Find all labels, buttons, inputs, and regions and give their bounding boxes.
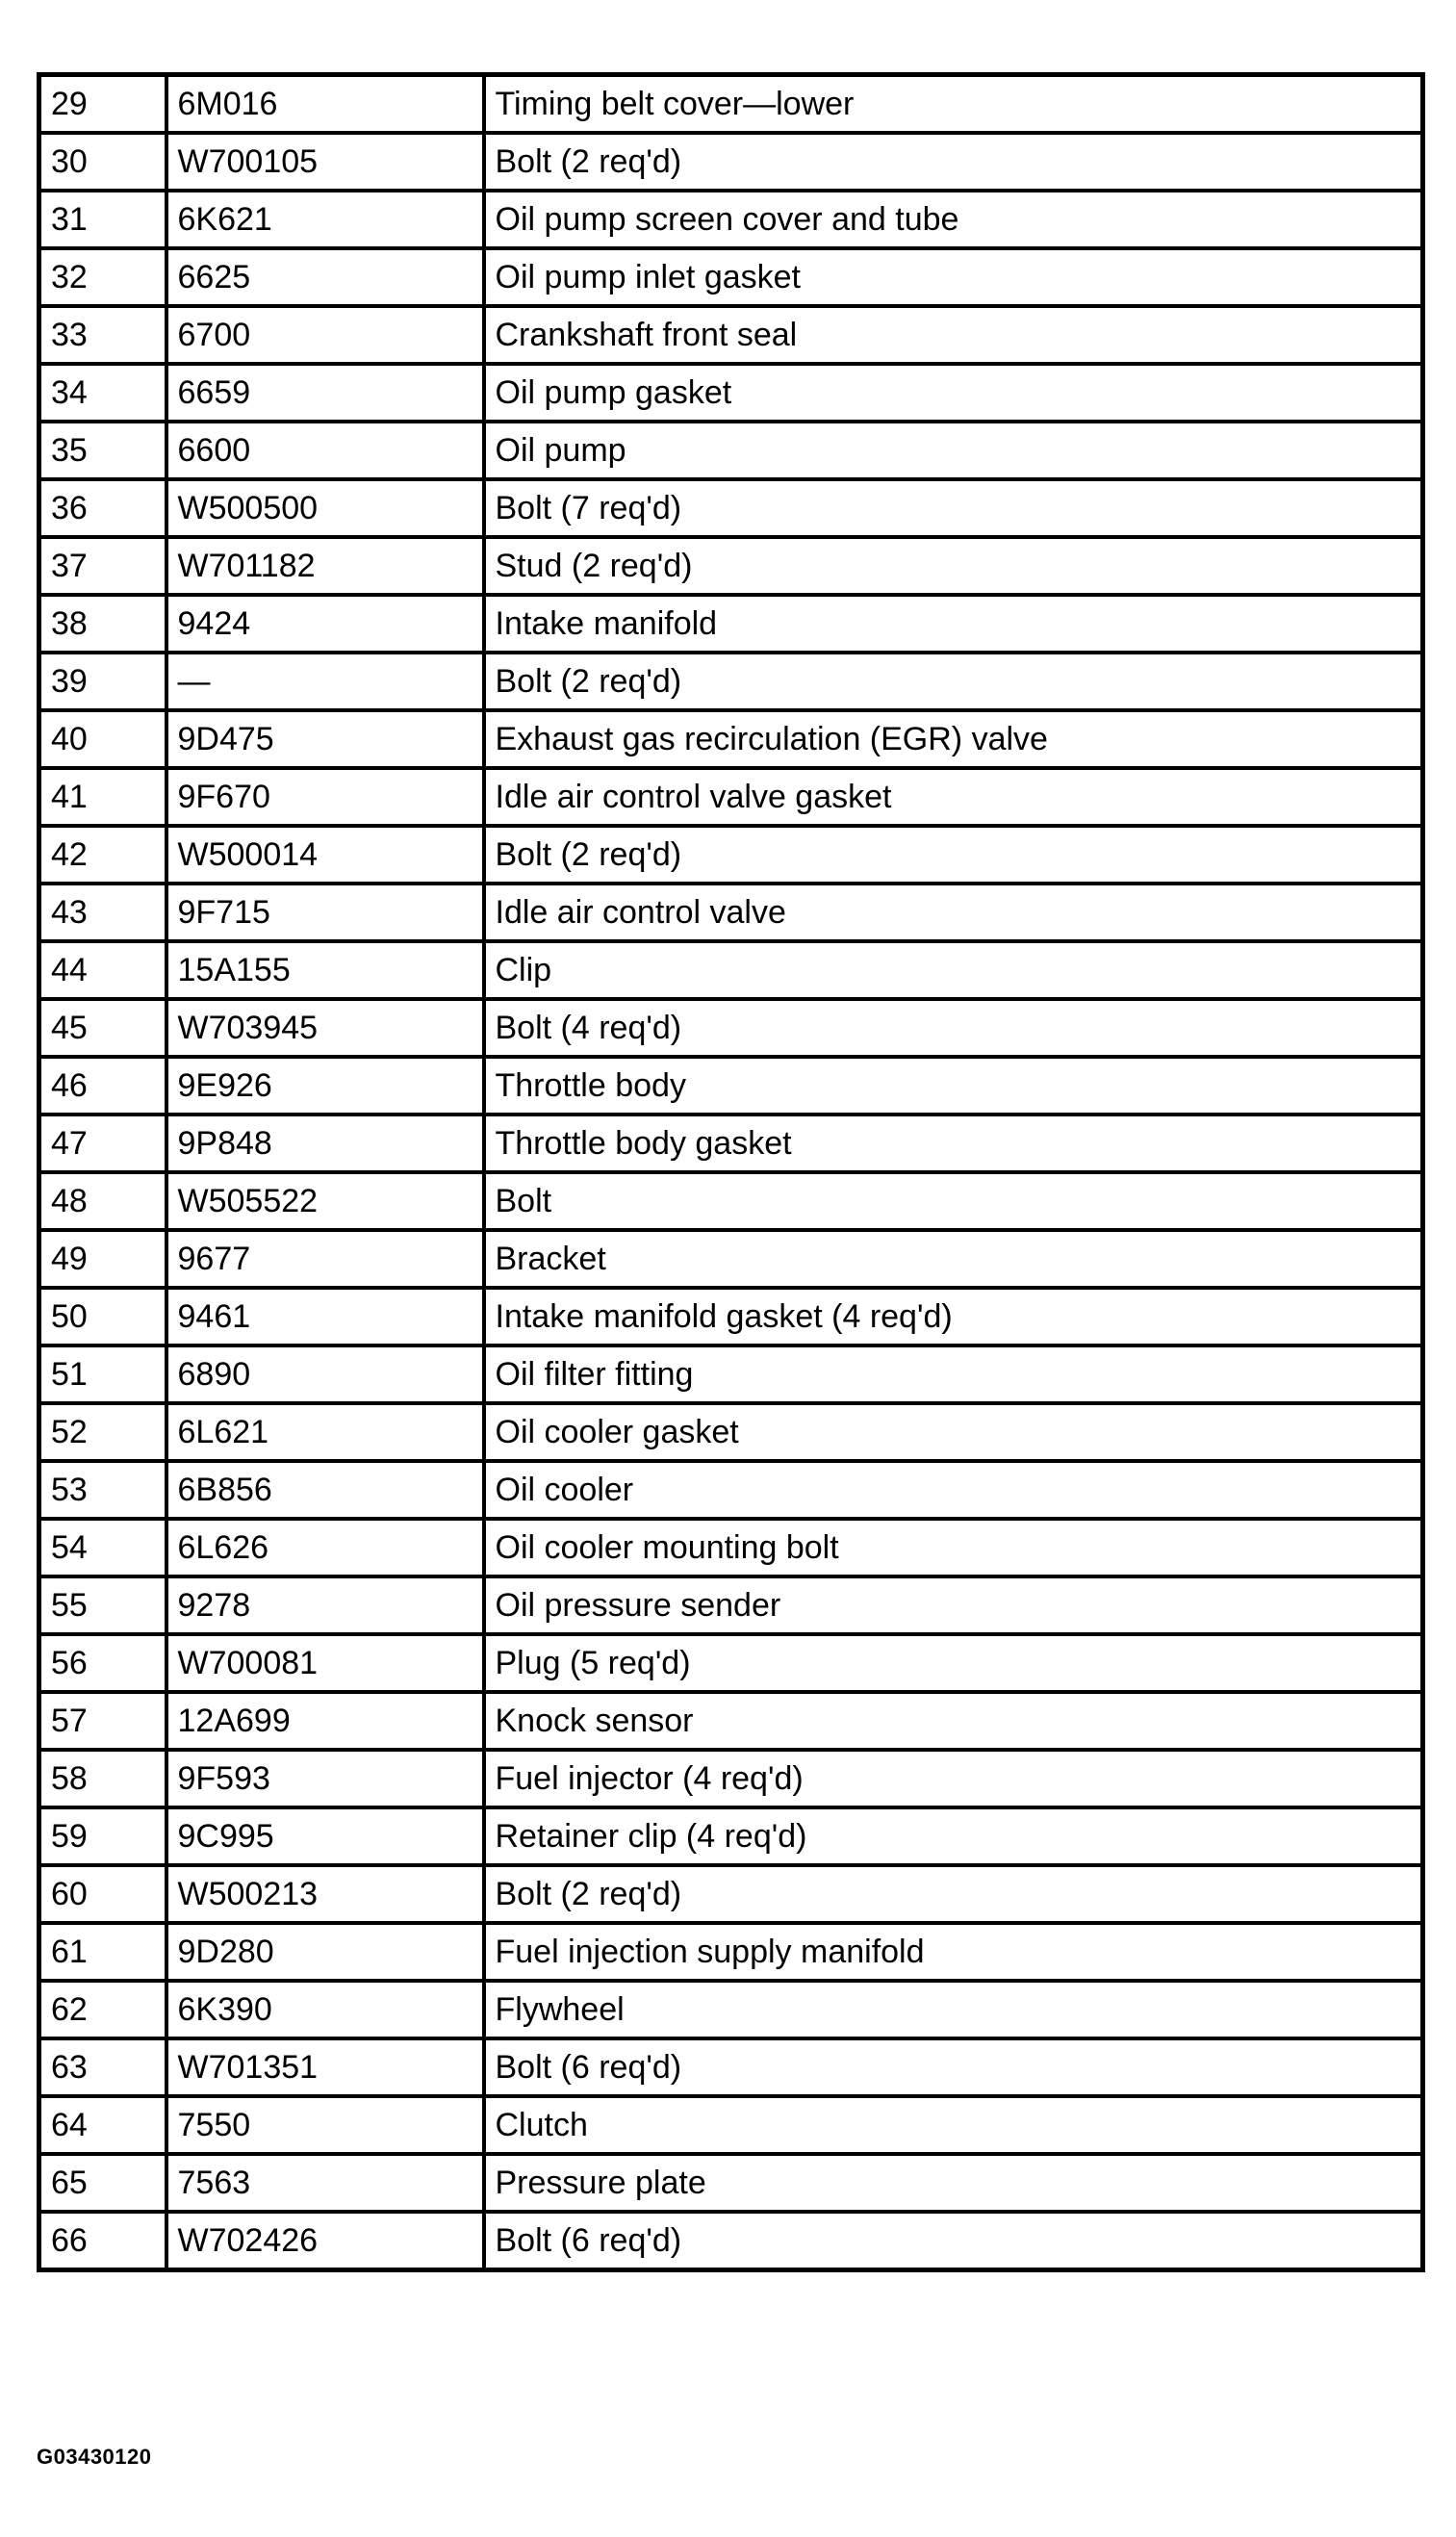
table-row [39,537,1423,595]
description-cell: Stud (2 req'd) [484,537,1423,595]
table-row [39,999,1423,1057]
item-number-cell: 52 [39,1403,166,1461]
part-number-cell: 9424 [166,595,484,653]
part-number-cell: W500014 [166,826,484,884]
item-number-cell: 34 [39,364,166,422]
part-number-cell: 6L626 [166,1519,484,1576]
table-row [39,248,1423,306]
table-row [39,1519,1423,1576]
part-number-cell: 9F715 [166,884,484,941]
table-row [39,1461,1423,1519]
item-number-cell: 62 [39,1981,166,2038]
description-cell: Oil pressure sender [484,1576,1423,1634]
table-row [39,1750,1423,1807]
table-row [39,1403,1423,1461]
description-cell: Idle air control valve [484,884,1423,941]
table-row [39,191,1423,248]
part-number-cell: 6700 [166,306,484,364]
part-number-cell: 15A155 [166,941,484,999]
item-number-cell: 56 [39,1634,166,1692]
description-cell: Oil pump inlet gasket [484,248,1423,306]
part-number-cell: W701182 [166,537,484,595]
description-cell: Oil pump screen cover and tube [484,191,1423,248]
description-cell: Oil filter fitting [484,1345,1423,1403]
table-row [39,364,1423,422]
description-cell: Bracket [484,1230,1423,1288]
item-number-cell: 31 [39,191,166,248]
parts-table [37,72,1425,2272]
item-number-cell: 63 [39,2038,166,2096]
table-row [39,1115,1423,1172]
part-number-cell: W500500 [166,479,484,537]
part-number-cell: 6M016 [166,75,484,134]
description-cell: Oil cooler gasket [484,1403,1423,1461]
part-number-cell: 6K390 [166,1981,484,2038]
item-number-cell: 37 [39,537,166,595]
part-number-cell: 6B856 [166,1461,484,1519]
table-row [39,1345,1423,1403]
description-cell: Fuel injector (4 req'd) [484,1750,1423,1807]
part-number-cell: W505522 [166,1172,484,1230]
item-number-cell: 44 [39,941,166,999]
description-cell: Retainer clip (4 req'd) [484,1807,1423,1865]
item-number-cell: 64 [39,2096,166,2154]
description-cell: Oil cooler mounting bolt [484,1519,1423,1576]
description-cell: Clutch [484,2096,1423,2154]
description-cell: Throttle body [484,1057,1423,1115]
part-number-cell: — [166,653,484,710]
table-row [39,768,1423,826]
table-row [39,2212,1423,2270]
part-number-cell: W500213 [166,1865,484,1923]
table-row [39,1692,1423,1750]
part-number-cell: W703945 [166,999,484,1057]
part-number-cell: 12A699 [166,1692,484,1750]
part-number-cell: 9F670 [166,768,484,826]
description-cell: Bolt (6 req'd) [484,2212,1423,2270]
table-row [39,1288,1423,1345]
part-number-cell: 7563 [166,2154,484,2212]
description-cell: Plug (5 req'd) [484,1634,1423,1692]
description-cell: Intake manifold [484,595,1423,653]
description-cell: Fuel injection supply manifold [484,1923,1423,1981]
item-number-cell: 29 [39,75,166,134]
item-number-cell: 46 [39,1057,166,1115]
part-number-cell: W700081 [166,1634,484,1692]
table-row [39,1634,1423,1692]
description-cell: Clip [484,941,1423,999]
table-row [39,306,1423,364]
part-number-cell: 9E926 [166,1057,484,1115]
part-number-cell: 9278 [166,1576,484,1634]
item-number-cell: 36 [39,479,166,537]
item-number-cell: 30 [39,133,166,191]
description-cell: Bolt (2 req'd) [484,826,1423,884]
item-number-cell: 32 [39,248,166,306]
description-cell: Bolt (2 req'd) [484,1865,1423,1923]
table-row [39,1576,1423,1634]
item-number-cell: 54 [39,1519,166,1576]
table-row [39,1923,1423,1981]
item-number-cell: 47 [39,1115,166,1172]
item-number-cell: 42 [39,826,166,884]
description-cell: Knock sensor [484,1692,1423,1750]
part-number-cell: 9D280 [166,1923,484,1981]
table-row [39,826,1423,884]
description-cell: Bolt (4 req'd) [484,999,1423,1057]
table-row [39,133,1423,191]
table-row [39,2154,1423,2212]
description-cell: Pressure plate [484,2154,1423,2212]
description-cell: Intake manifold gasket (4 req'd) [484,1288,1423,1345]
figure-code: G03430120 [37,2445,152,2469]
description-cell: Throttle body gasket [484,1115,1423,1172]
table-row [39,479,1423,537]
description-cell: Bolt (2 req'd) [484,653,1423,710]
table-row [39,1230,1423,1288]
table-row [39,1807,1423,1865]
item-number-cell: 60 [39,1865,166,1923]
table-row [39,1981,1423,2038]
description-cell: Bolt (7 req'd) [484,479,1423,537]
item-number-cell: 51 [39,1345,166,1403]
table-row [39,2038,1423,2096]
part-number-cell: 6600 [166,422,484,479]
table-row [39,1057,1423,1115]
part-number-cell: 6K621 [166,191,484,248]
part-number-cell: 6625 [166,248,484,306]
item-number-cell: 55 [39,1576,166,1634]
description-cell: Crankshaft front seal [484,306,1423,364]
description-cell: Oil pump gasket [484,364,1423,422]
description-cell: Bolt [484,1172,1423,1230]
table-row [39,2096,1423,2154]
part-number-cell: 6659 [166,364,484,422]
part-number-cell: 9C995 [166,1807,484,1865]
item-number-cell: 43 [39,884,166,941]
item-number-cell: 61 [39,1923,166,1981]
part-number-cell: 9D475 [166,710,484,768]
description-cell: Bolt (6 req'd) [484,2038,1423,2096]
part-number-cell: 9461 [166,1288,484,1345]
table-row [39,710,1423,768]
part-number-cell: 6890 [166,1345,484,1403]
item-number-cell: 40 [39,710,166,768]
part-number-cell: W701351 [166,2038,484,2096]
item-number-cell: 41 [39,768,166,826]
table-row [39,75,1423,134]
item-number-cell: 35 [39,422,166,479]
part-number-cell: 9677 [166,1230,484,1288]
description-cell: Bolt (2 req'd) [484,133,1423,191]
part-number-cell: W700105 [166,133,484,191]
item-number-cell: 57 [39,1692,166,1750]
item-number-cell: 49 [39,1230,166,1288]
item-number-cell: 58 [39,1750,166,1807]
table-row [39,595,1423,653]
part-number-cell: 9F593 [166,1750,484,1807]
table-row [39,1172,1423,1230]
part-number-cell: 7550 [166,2096,484,2154]
item-number-cell: 45 [39,999,166,1057]
item-number-cell: 33 [39,306,166,364]
table-row [39,422,1423,479]
part-number-cell: 6L621 [166,1403,484,1461]
table-row [39,884,1423,941]
item-number-cell: 48 [39,1172,166,1230]
parts-table-body [39,75,1423,2270]
item-number-cell: 38 [39,595,166,653]
description-cell: Exhaust gas recirculation (EGR) valve [484,710,1423,768]
item-number-cell: 59 [39,1807,166,1865]
part-number-cell: W702426 [166,2212,484,2270]
description-cell: Oil pump [484,422,1423,479]
description-cell: Idle air control valve gasket [484,768,1423,826]
item-number-cell: 50 [39,1288,166,1345]
table-row [39,1865,1423,1923]
item-number-cell: 53 [39,1461,166,1519]
description-cell: Timing belt cover—lower [484,75,1423,134]
description-cell: Oil cooler [484,1461,1423,1519]
item-number-cell: 66 [39,2212,166,2270]
table-row [39,653,1423,710]
description-cell: Flywheel [484,1981,1423,2038]
item-number-cell: 65 [39,2154,166,2212]
item-number-cell: 39 [39,653,166,710]
part-number-cell: 9P848 [166,1115,484,1172]
table-row [39,941,1423,999]
